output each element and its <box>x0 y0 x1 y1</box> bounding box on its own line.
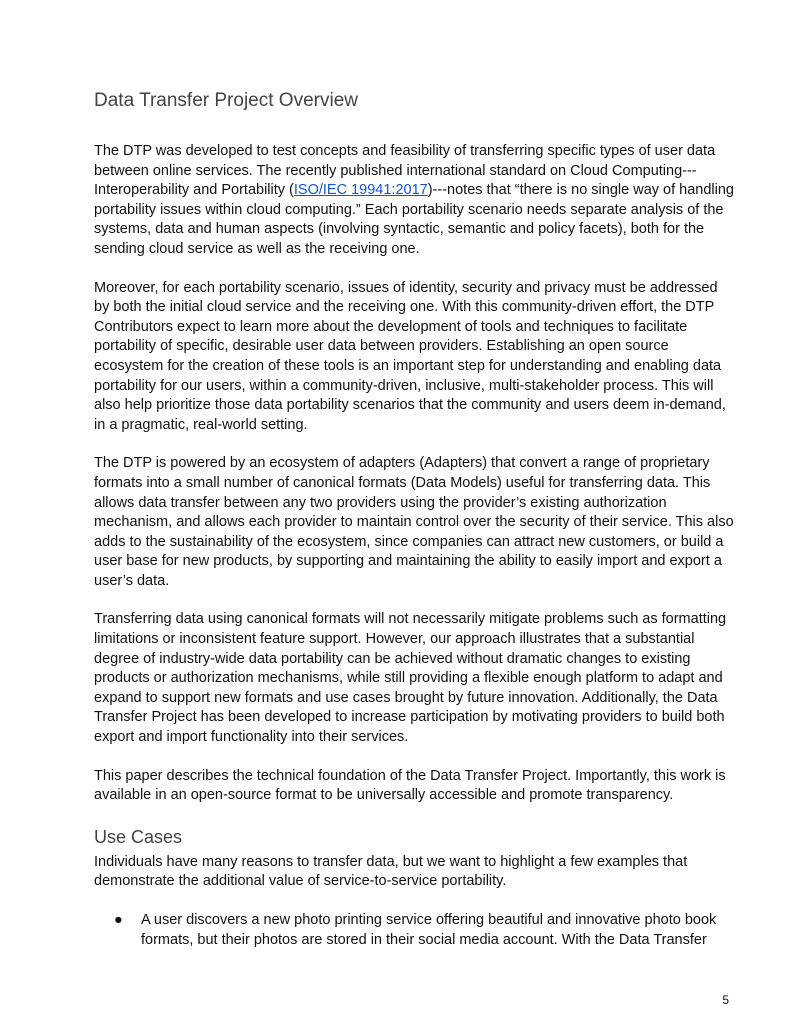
paragraph-dtp-intro-text-after: )---notes that “there is no single way of handling portability issues within cloud computing.” Each portability scenario needs separate analysis of the systems, data and human aspects (involving syntactic, semantic and policy facets), both for the sending cloud service as well as the receiving one. <box>94 182 734 257</box>
list-item <box>94 911 734 950</box>
paragraph-dtp-intro <box>94 142 734 260</box>
paragraph-canonical-formats: Transferring data using canonical formats will not necessarily mitigate problems such as formatting limitations or inconsistent feature support. However, our approach illustrates that a substantial degree of industry-wide data portability can be achieved without dramatic changes to existing products or authorization mechanisms, while still providing a flexible enough platform to adapt and expand to support new formats and use cases brought by future innovation. Additionally, the Data Transfer Project has been developed to increase participation by motivating providers to build both export and import functionality into their services. <box>94 611 727 746</box>
use-cases-list <box>94 911 734 950</box>
list-item-text: A user discovers a new photo printing service offering beautiful and innovative photo book formats, but their photos are stored in their social media account. With the Data Transfer <box>141 912 717 948</box>
document-page <box>94 88 734 950</box>
section-heading-use-cases: Use Cases <box>94 826 183 847</box>
iso-standard-link[interactable]: ISO/IEC 19941:2017 <box>293 182 428 199</box>
paragraph-paper-description: This paper describes the technical foundation of the Data Transfer Project. Importantly, this work is available in an open-source format to be universally accessible and promote transparency. <box>94 767 726 804</box>
paragraph-dtp-intro-text-before: The DTP was developed to test concepts and feasibility of transferring specific types of user data between online services. The recently published international standard on Cloud Computing---Interoperability and Portability ( <box>94 143 716 199</box>
page-title: Data Transfer Project Overview <box>94 90 358 111</box>
page-number: 5 <box>722 993 729 1007</box>
bullet-icon: ● <box>114 912 123 928</box>
paragraph-adapters: The DTP is powered by an ecosystem of adapters (Adapters) that convert a range of proprietary formats into a small number of canonical formats (Data Models) useful for transferring data. This allows data transfer between any two providers using the provider’s existing authorization mechanism, and allows each provider to maintain control over the security of their service. This also adds to the sustainability of the ecosystem, since companies can attract new customers, or build a user base for new products, by supporting and maintaining the ability to easily import and export a user’s data. <box>94 455 734 589</box>
paragraph-portability-scenarios: Moreover, for each portability scenario, issues of identity, security and privacy must be addressed by both the initial cloud service and the receiving one. With this community-driven effort, the DTP Contributors expect to learn more about the development of tools and techniques to facilitate portability of specific, desirable user data between providers. Establishing an open source ecosystem for the creation of these tools is an important step for understanding and enabling data portability for our users, within a community-driven, inclusive, multi-stakeholder process. This will also help prioritize those data portability scenarios that the community and users deem in-demand, in a pragmatic, real-world setting. <box>94 279 726 433</box>
paragraph-use-cases-intro: Individuals have many reasons to transfer data, but we want to highlight a few examples that demonstrate the additional value of service-to-service portability. <box>94 853 688 890</box>
